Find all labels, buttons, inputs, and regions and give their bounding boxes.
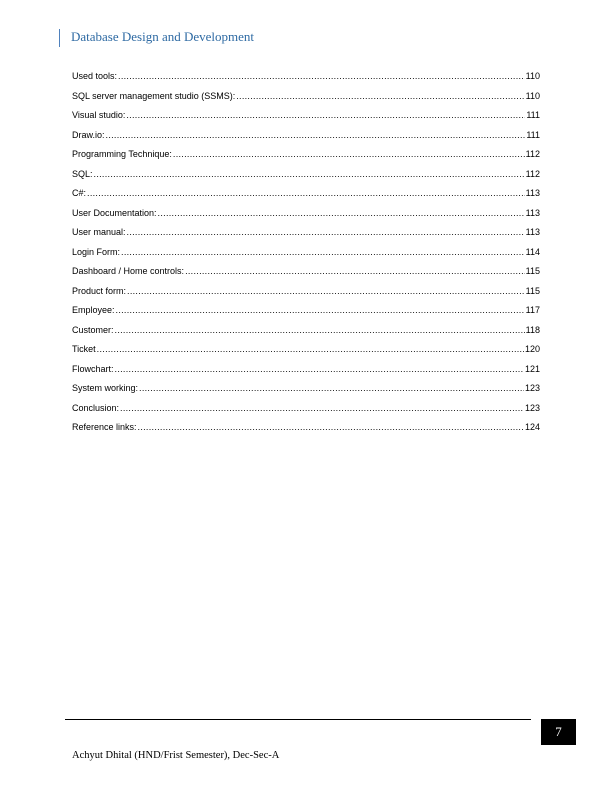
toc-entry-label: Employee:: [72, 305, 115, 315]
toc-leader-dots: [127, 286, 525, 296]
toc-entry-page: 113: [525, 188, 540, 198]
toc-entry[interactable]: [72, 208, 540, 228]
page-number-badge: [541, 719, 576, 745]
toc-leader-dots: [138, 422, 524, 432]
toc-entry-page: 111: [526, 110, 540, 120]
toc-leader-dots: [87, 188, 525, 198]
toc-leader-dots: [139, 383, 524, 393]
toc-leader-dots: [121, 247, 525, 257]
toc-leader-dots: [115, 325, 525, 335]
toc-entry-label: User Documentation:: [72, 207, 157, 218]
toc-entry[interactable]: [72, 149, 540, 169]
toc-entry[interactable]: [72, 227, 540, 247]
toc-leader-dots: [120, 403, 524, 413]
toc-leader-dots: [126, 110, 525, 120]
toc-entry-label: Draw.io:: [72, 129, 105, 140]
toc-leader-dots: [116, 305, 525, 315]
toc-entry-page: 115: [525, 266, 540, 276]
toc-entry[interactable]: [72, 71, 540, 91]
toc-entry-label: C#:: [72, 188, 87, 198]
toc-entry-page: 114: [525, 246, 540, 257]
toc-entry-page: 113: [525, 207, 540, 218]
toc-leader-dots: [185, 266, 525, 276]
document-title: Database Design and Development: [71, 29, 255, 44]
toc-entry[interactable]: [72, 247, 540, 267]
footer-divider: [65, 719, 531, 720]
toc-leader-dots: [127, 227, 525, 237]
toc-entry-page: 117: [525, 305, 540, 315]
toc-entry-page: 113: [525, 227, 540, 237]
toc-entry-page: 124: [524, 422, 540, 432]
toc-entry-page: 121: [524, 363, 540, 374]
toc-entry-label: SQL server management studio (SSMS):: [72, 90, 236, 101]
toc-entry-label: Ticket: [72, 344, 96, 354]
toc-leader-dots: [158, 208, 525, 218]
toc-entry-label: Customer:: [72, 324, 114, 335]
toc-entry[interactable]: [72, 188, 540, 208]
toc-entry-label: Used tools:: [72, 71, 118, 81]
toc-entry[interactable]: [72, 169, 540, 189]
toc-entry[interactable]: [72, 110, 540, 130]
toc-entry-label: Dashboard / Home controls:: [72, 266, 185, 276]
page-header: [59, 29, 254, 47]
toc-entry[interactable]: [72, 286, 540, 306]
toc-leader-dots: [97, 344, 524, 354]
toc-entry[interactable]: [72, 364, 540, 384]
toc-entry-label: Programming Technique:: [72, 149, 172, 159]
toc-entry-page: 110: [525, 90, 540, 101]
toc-leader-dots: [106, 130, 526, 140]
toc-entry-page: 123: [524, 383, 540, 393]
toc-entry-page: 111: [526, 129, 540, 140]
toc-entry-page: 123: [524, 402, 540, 413]
toc-entry-label: Visual studio:: [72, 110, 126, 120]
toc-entry-page: 120: [524, 344, 540, 354]
toc-entry[interactable]: [72, 130, 540, 150]
toc-entry-page: 110: [525, 71, 540, 81]
toc-entry-page: 118: [525, 324, 540, 335]
toc-entry-label: System working:: [72, 383, 139, 393]
toc-entry-label: Flowchart:: [72, 363, 114, 374]
toc-entry-page: 112: [525, 149, 540, 159]
toc-entry[interactable]: [72, 344, 540, 364]
toc-entry[interactable]: [72, 422, 540, 442]
footer-author-line: Achyut Dhital (HND/Frist Semester), Dec-Sec-A: [72, 750, 280, 761]
toc-entry-label: Product form:: [72, 285, 127, 296]
toc-entry-label: Login Form:: [72, 246, 121, 257]
toc-entry-label: Reference links:: [72, 422, 137, 432]
toc-entry[interactable]: [72, 91, 540, 111]
toc-entry[interactable]: [72, 266, 540, 286]
toc-entry[interactable]: [72, 383, 540, 403]
toc-entry-label: User manual:: [72, 227, 126, 237]
page-number: 7: [555, 724, 562, 739]
toc-entry-label: Conclusion:: [72, 402, 120, 413]
toc-entry[interactable]: [72, 305, 540, 325]
toc-entry-page: 115: [525, 285, 540, 296]
toc-leader-dots: [94, 169, 525, 179]
toc-leader-dots: [236, 91, 524, 101]
toc-leader-dots: [115, 364, 524, 374]
toc-leader-dots: [173, 149, 525, 159]
toc-leader-dots: [118, 71, 525, 81]
toc-entry[interactable]: [72, 325, 540, 345]
toc-entry[interactable]: [72, 403, 540, 423]
toc-entry-page: 112: [525, 168, 540, 179]
table-of-contents: [72, 71, 540, 442]
toc-entry-label: SQL:: [72, 168, 93, 179]
